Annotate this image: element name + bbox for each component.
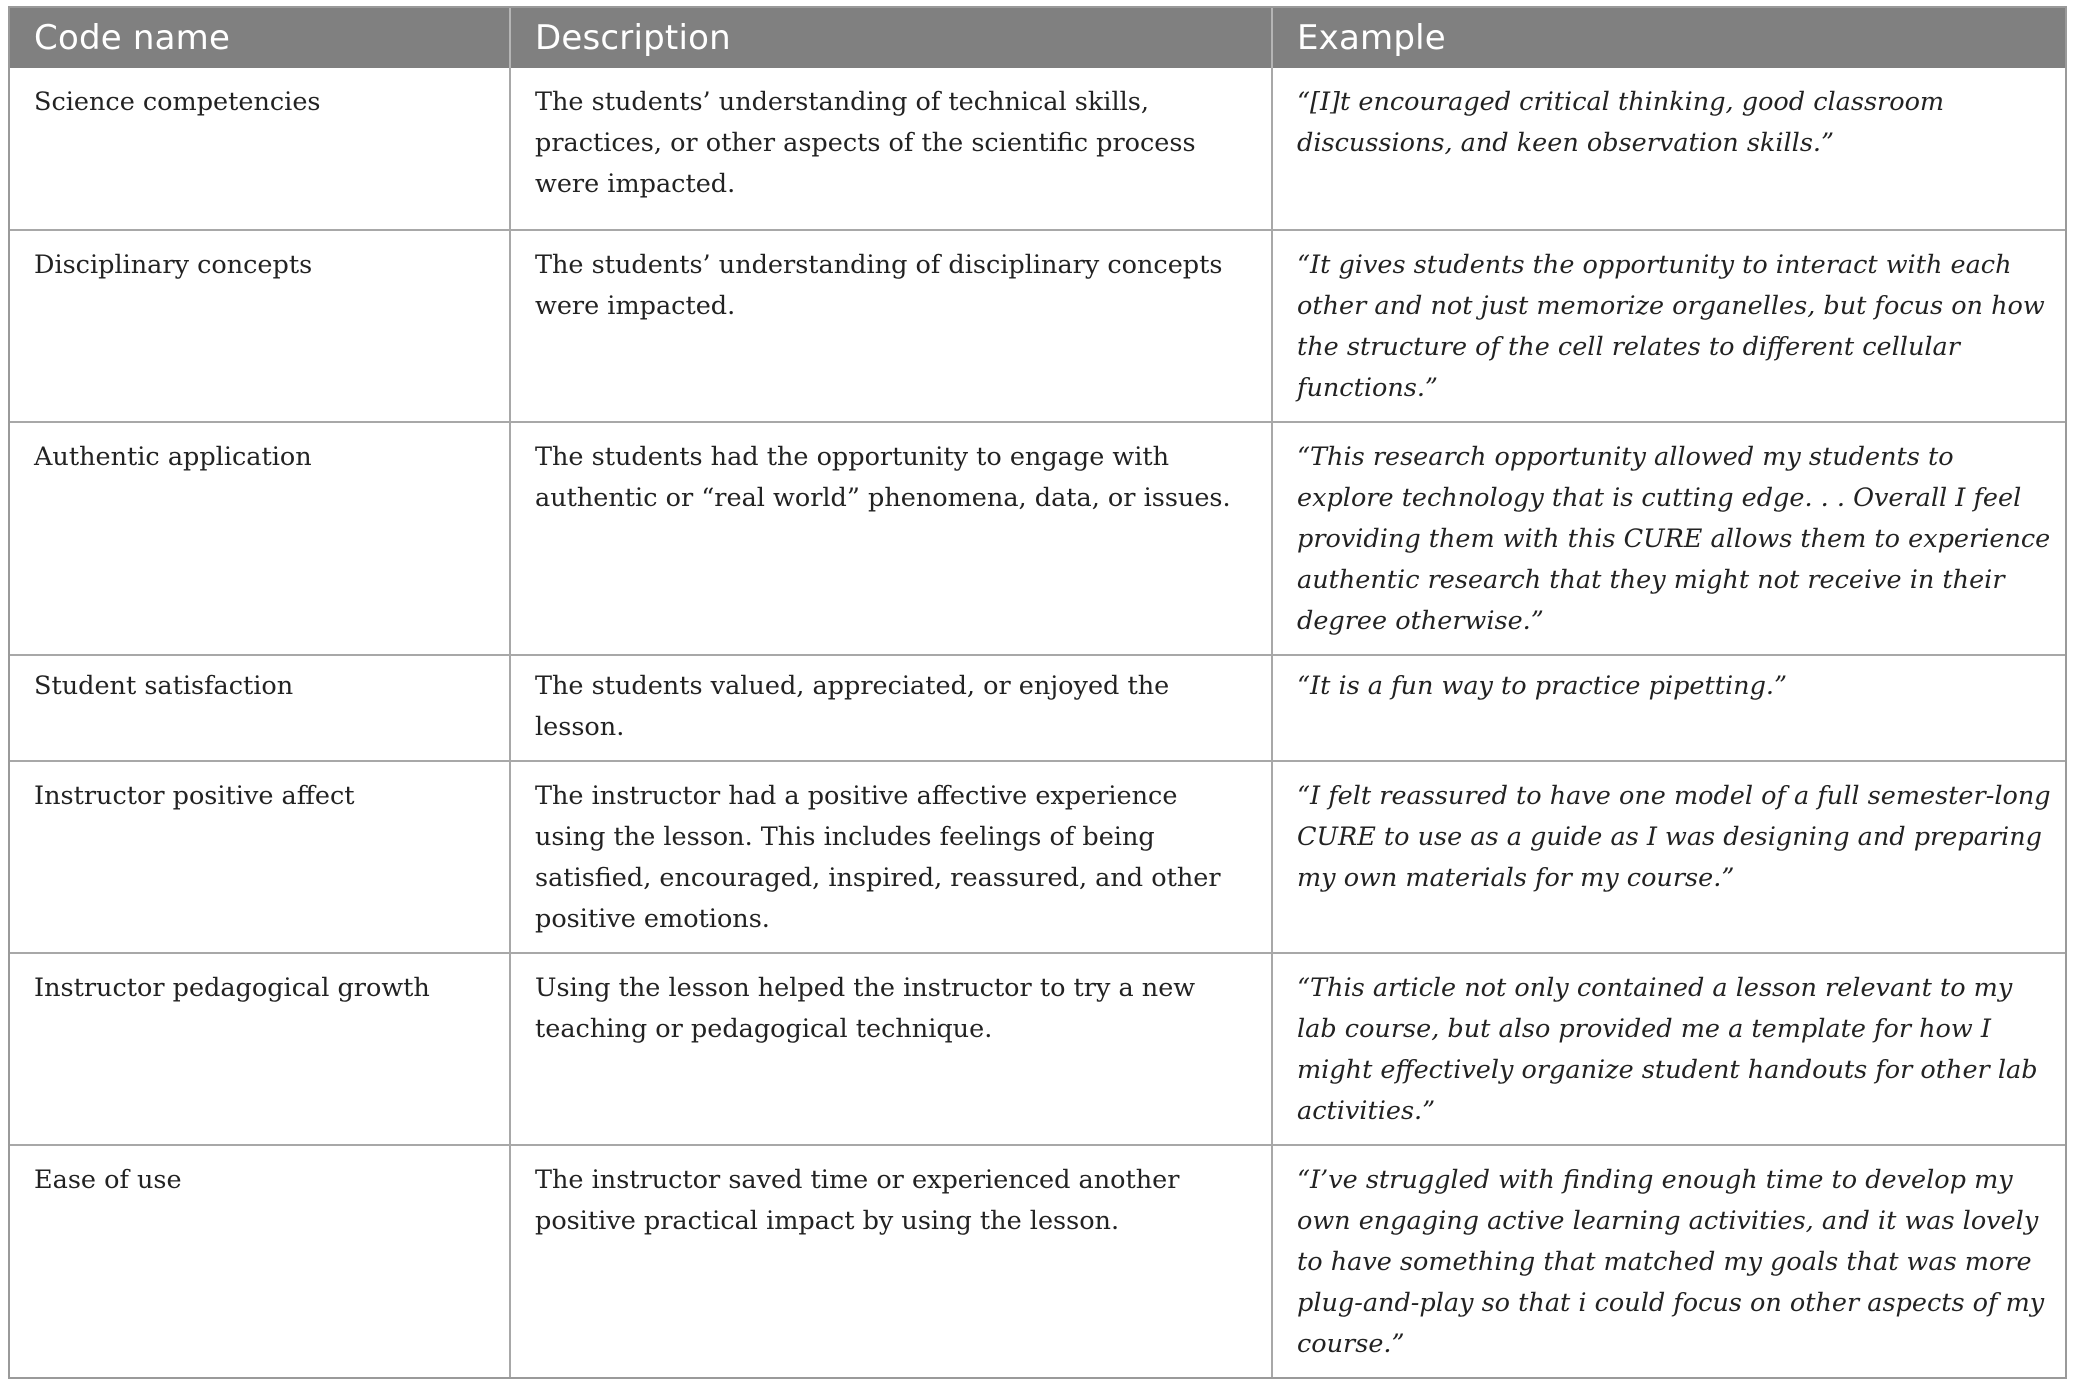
description-cell: The students’ understanding of disciplinary concepts were impacted. [510,230,1272,422]
table-row [10,230,2065,422]
table-row [10,655,2065,761]
table-body [10,68,2065,1377]
example-cell: “This article not only contained a lesson relevant to my lab course, but also provided me a template for how I might effectively organize student handouts for other lab activities.” [1272,953,2065,1145]
code-name-cell: Ease of use [10,1145,510,1377]
code-name-cell: Instructor pedagogical growth [10,953,510,1145]
table-row [10,1145,2065,1377]
code-name-cell: Authentic application [10,422,510,655]
description-cell: The instructor saved time or experienced another positive practical impact by using the lesson. [510,1145,1272,1377]
code-table-container [8,6,2067,1379]
code-table [10,8,2065,1377]
table-row [10,422,2065,655]
example-cell: “It gives students the opportunity to interact with each other and not just memorize organelles, but focus on how the structure of the cell relates to different cellular functions.” [1272,230,2065,422]
header-description: Description [510,8,1272,68]
code-name-cell: Disciplinary concepts [10,230,510,422]
example-cell: “I’ve struggled with finding enough time to develop my own engaging active learning activities, and it was lovely to have something that matched my goals that was more plug-and-play so that i could focus on other aspects of my course.” [1272,1145,2065,1377]
code-name-cell: Student satisfaction [10,655,510,761]
header-code-name: Code name [10,8,510,68]
table-row [10,761,2065,953]
code-name-cell: Instructor positive affect [10,761,510,953]
description-cell: Using the lesson helped the instructor to try a new teaching or pedagogical technique. [510,953,1272,1145]
table-row [10,953,2065,1145]
example-cell: “It is a fun way to practice pipetting.” [1272,655,2065,761]
description-cell: The students valued, appreciated, or enjoyed the lesson. [510,655,1272,761]
table-row [10,68,2065,230]
example-cell: “This research opportunity allowed my students to explore technology that is cutting edge. . . Overall I feel providing them with this CURE allows them to experience authentic research that they might not receive in their degree otherwise.” [1272,422,2065,655]
description-cell: The students’ understanding of technical skills, practices, or other aspects of the scientific process were impacted. [510,68,1272,230]
example-cell: “[I]t encouraged critical thinking, good classroom discussions, and keen observation skills.” [1297,87,1945,158]
header-row [10,8,2065,68]
description-cell: The students had the opportunity to engage with authentic or “real world” phenomena, data, or issues. [510,422,1272,655]
description-cell: The instructor had a positive affective experience using the lesson. This includes feelings of being satisfied, encouraged, inspired, reassured, and other positive emotions. [510,761,1272,953]
header-example: Example [1272,8,2065,68]
table-header [10,8,2065,68]
example-cell: “I felt reassured to have one model of a full semester-long CURE to use as a guide as I was designing and preparing my own materials for my course.” [1272,761,2065,953]
code-name-cell: Science competencies [10,68,510,230]
